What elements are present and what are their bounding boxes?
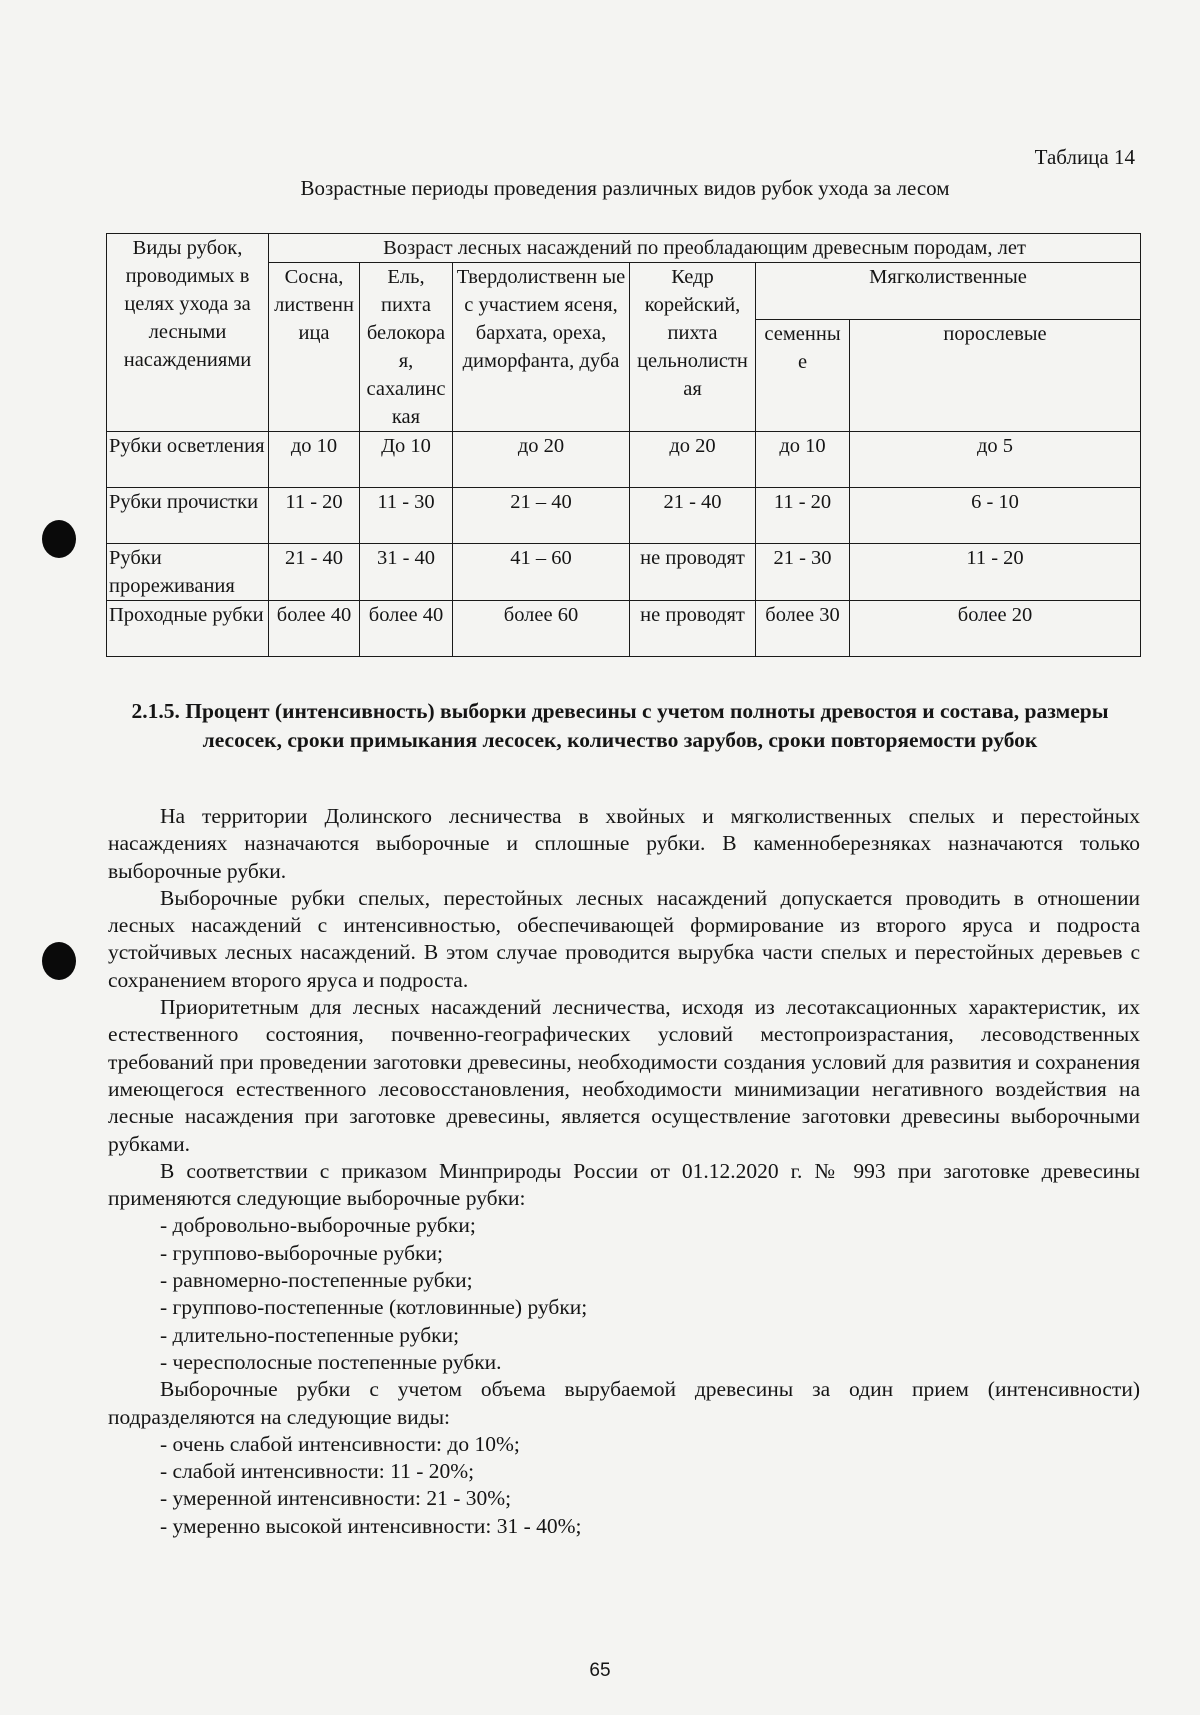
table-cell: 21 - 40 bbox=[269, 544, 360, 601]
header-species-pine: Сосна, лиственн ица bbox=[269, 263, 360, 432]
table-cell: 6 - 10 bbox=[850, 488, 1141, 544]
list-item: - группово-выборочные рубки; bbox=[160, 1240, 443, 1265]
paragraph: Приоритетным для лесных насаждений лесничества, исходя из лесотаксационных характеристик, их естественного состояния, почвенно-географических условий местопроизрастания, лесоводственных требований при проведении заготовки древесины, необходимости создания условий для развития и сохранения имеющегося естественного лесовосстановления, необходимости минимизации негативного воздействия на лесные насаждения при заготовке древесины, является осуществление заготовки древесины выборочными рубками. bbox=[108, 995, 1140, 1156]
table-cell: более 60 bbox=[453, 601, 630, 657]
page-number: 65 bbox=[589, 1660, 611, 1681]
body-text bbox=[108, 803, 1140, 1540]
table-cell: не проводят bbox=[630, 544, 756, 601]
list-item: - группово-постепенные (котловинные) рубки; bbox=[160, 1295, 588, 1320]
table-cell: 31 - 40 bbox=[360, 544, 453, 601]
table-row bbox=[107, 488, 1141, 544]
table-cell: до 5 bbox=[850, 432, 1141, 488]
paragraph: Выборочные рубки с учетом объема вырубаемой древесины за один прием (интенсивности) подразделяются на следующие виды: bbox=[108, 1377, 1140, 1429]
table-cell: более 30 bbox=[756, 601, 850, 657]
table-cell: до 10 bbox=[756, 432, 850, 488]
header-softwood-group: Мягколиственные bbox=[756, 263, 1141, 320]
punch-hole-lower bbox=[42, 942, 76, 980]
table-cell: 11 - 20 bbox=[756, 488, 850, 544]
intensity-list bbox=[108, 1431, 1140, 1540]
header-species-spruce: Ель, пихта белокора я, сахалинс кая bbox=[360, 263, 453, 432]
table-cell: не проводят bbox=[630, 601, 756, 657]
header-species-hardwood: Твердолиственн ые с участием ясеня, бархата, ореха, диморфанта, дуба bbox=[453, 263, 630, 432]
list-item: - длительно-постепенные рубки; bbox=[160, 1322, 460, 1347]
selective-cuttings-list bbox=[108, 1212, 1140, 1376]
table-cell: более 40 bbox=[269, 601, 360, 657]
header-age-group: Возраст лесных насаждений по преобладающим древесным породам, лет bbox=[269, 234, 1141, 263]
punch-hole-upper bbox=[42, 520, 76, 558]
table-cell: 21 – 40 bbox=[453, 488, 630, 544]
list-item: - добровольно-выборочные рубки; bbox=[160, 1213, 476, 1238]
table-title: Возрастные периоды проведения различных видов рубок ухода за лесом bbox=[300, 176, 950, 200]
list-item: - равномерно-постепенные рубки; bbox=[160, 1268, 473, 1293]
paragraph: Выборочные рубки спелых, перестойных лесных насаждений допускается проводить в отношении лесных насаждений с интенсивностью, обеспечивающей формирование из второго яруса и подроста устойчивых лесных насаждений. В этом случае проводится вырубка части спелых и перестойных деревьев с сохранением второго яруса и подроста. bbox=[108, 885, 1140, 992]
table-cell: 21 - 40 bbox=[630, 488, 756, 544]
table-cell: до 20 bbox=[630, 432, 756, 488]
row-name: Проходные рубки bbox=[107, 601, 269, 657]
table-header-row-1 bbox=[107, 234, 1141, 263]
header-soft-coppice: порослевые bbox=[850, 319, 1141, 431]
list-item: - чересполосные постепенные рубки. bbox=[160, 1349, 502, 1374]
table-cell: 41 – 60 bbox=[453, 544, 630, 601]
table-row bbox=[107, 544, 1141, 601]
header-cutting-types: Виды рубок, проводимых в целях ухода за лесными насаждениями bbox=[107, 234, 269, 432]
table-cell: До 10 bbox=[360, 432, 453, 488]
paragraph: В соответствии с приказом Минприроды России от 01.12.2020 г. № 993 при заготовке древесины применяются следующие выборочные рубки: bbox=[108, 1158, 1140, 1211]
header-soft-seed: семенны е bbox=[756, 319, 850, 431]
table-cell: 11 - 20 bbox=[850, 544, 1141, 601]
list-item: - умеренной интенсивности: 21 - 30%; bbox=[160, 1486, 512, 1511]
table-row bbox=[107, 601, 1141, 657]
table-cell: 11 - 20 bbox=[269, 488, 360, 544]
table-row bbox=[107, 432, 1141, 488]
cutting-ages-table bbox=[106, 233, 1141, 657]
list-item: - умеренно высокой интенсивности: 31 - 40%; bbox=[160, 1513, 582, 1538]
row-name: Рубки прочистки bbox=[107, 488, 269, 544]
table-cell: более 20 bbox=[850, 601, 1141, 657]
table-cell: 21 - 30 bbox=[756, 544, 850, 601]
table-cell: до 10 bbox=[269, 432, 360, 488]
paragraph: На территории Долинского лесничества в хвойных и мягколиственных спелых и перестойных насаждениях назначаются выборочные и сплошные рубки. В каменноберезняках назначаются только выборочные рубки. bbox=[108, 804, 1140, 883]
table-cell: 11 - 30 bbox=[360, 488, 453, 544]
row-name: Рубки осветления bbox=[107, 432, 269, 488]
table-cell: до 20 bbox=[453, 432, 630, 488]
row-name: Рубки прореживания bbox=[107, 544, 269, 601]
list-item: - слабой интенсивности: 11 - 20%; bbox=[160, 1459, 475, 1484]
header-species-cedar: Кедр корейский, пихта цельнолистн ая bbox=[630, 263, 756, 432]
section-heading: 2.1.5. Процент (интенсивность) выборки древесины с учетом полноты древостоя и состава, размеры лесосек, сроки примыкания лесосек, количество зарубов, сроки повторяемости рубок bbox=[131, 699, 1109, 752]
table-cell: более 40 bbox=[360, 601, 453, 657]
list-item: - очень слабой интенсивности: до 10%; bbox=[160, 1431, 520, 1456]
table-number: Таблица 14 bbox=[1034, 145, 1135, 169]
